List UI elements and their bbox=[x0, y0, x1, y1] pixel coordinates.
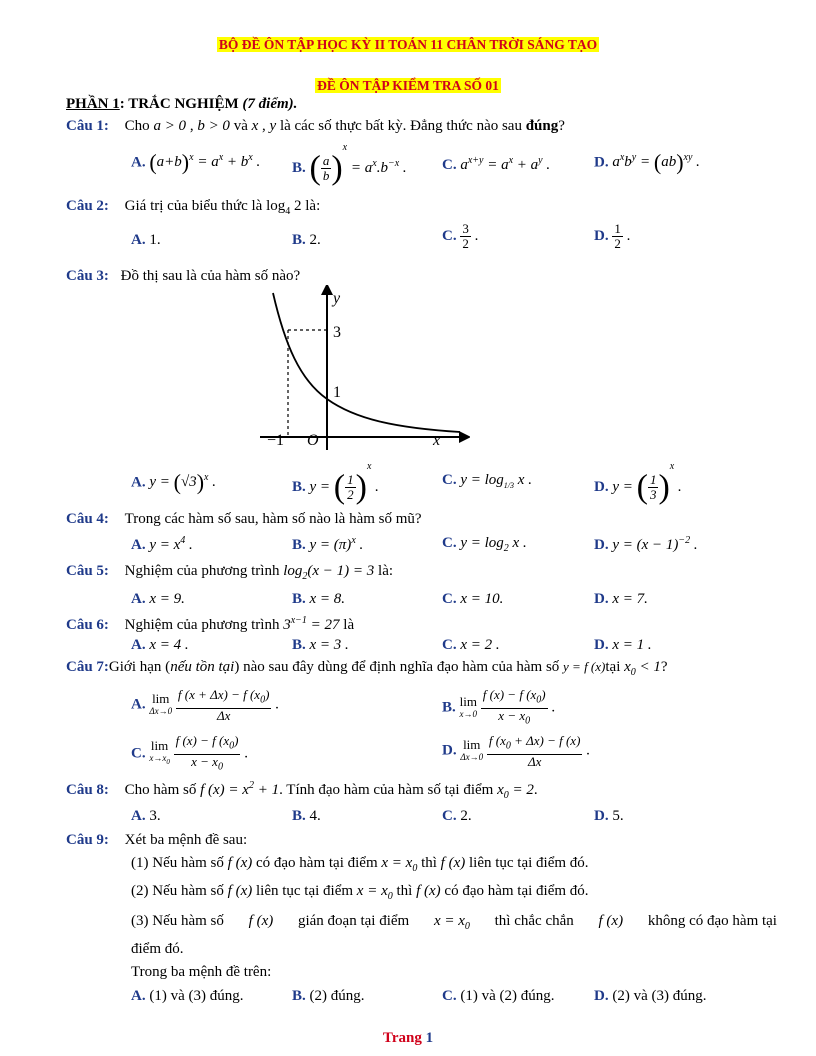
part1-title: : TRẮC NGHIỆM bbox=[119, 96, 243, 112]
q6-option-c-text: x = 2 . bbox=[460, 637, 500, 653]
q1-math-b: b > 0 bbox=[197, 118, 230, 134]
part1-heading bbox=[66, 96, 297, 113]
q6-label: Câu 6: bbox=[66, 617, 109, 633]
q5-option-b[interactable] bbox=[292, 591, 345, 608]
q7-option-a[interactable]: A. lim Δx→0 $\frac{f (x + \Delta x) - f (x_0)}{\Delta x}$ . bbox=[131, 687, 279, 723]
q8-option-c[interactable] bbox=[442, 808, 472, 825]
q7-text-italic: nếu tồn tại bbox=[170, 659, 235, 675]
q7-text2: ) nào sau đây dùng để định nghĩa đạo hàm của hàm số bbox=[234, 659, 560, 675]
q1-text-mid: và bbox=[233, 118, 248, 134]
q9-option-c[interactable] bbox=[442, 988, 554, 1005]
q8-label: Câu 8: bbox=[66, 782, 109, 798]
q4-option-d[interactable]: D. $y = (x - 1)^{-2}$ . bbox=[594, 535, 698, 553]
doc-subtitle: ĐỀ ÔN TẬP KIỂM TRA SỐ 01 bbox=[317, 78, 499, 93]
q9-statement-1: (1) Nếu hàm số f (x) có đạo hàm tại điểm $x = x_0$ thì f (x) liên tục tại điểm đó. bbox=[131, 855, 589, 874]
q2-option-b-text: 2. bbox=[309, 232, 321, 248]
q9-s1b: có đạo hàm tại điểm bbox=[255, 855, 378, 871]
q9-statement-3: (3) Nếu hàm số f (x) gián đoạn tại điểm $x = x_0$ thì chắc chắn f (x) không có đạo hàm tại bbox=[131, 913, 777, 932]
q9-s3b: gián đoạn tại điểm bbox=[297, 913, 410, 929]
q8-option-a-text: 3. bbox=[149, 808, 161, 824]
opt-letter: A. bbox=[131, 696, 146, 713]
opt-letter: C. bbox=[442, 988, 457, 1004]
q3-option-d[interactable]: D. y = ( $\frac{1}{3}$ )$^x$ . bbox=[594, 461, 682, 506]
q7-option-d[interactable]: D. lim Δx→0 $\frac{f (x_0 + \Delta x) - f (x)}{\Delta x}$ . bbox=[442, 733, 590, 769]
opt-letter: B. bbox=[442, 699, 456, 716]
q3-label: Câu 3: bbox=[66, 268, 109, 284]
q9-s1a: (1) Nếu hàm số bbox=[131, 855, 224, 871]
q9-s2a: (2) Nếu hàm số bbox=[131, 883, 224, 899]
doc-title-wrap bbox=[0, 37, 816, 54]
q1-math-a: a > 0 bbox=[153, 118, 187, 134]
opt-letter: C. bbox=[442, 808, 457, 824]
footer-page-number: 1 bbox=[425, 1030, 434, 1046]
opt-letter: A. bbox=[131, 988, 146, 1004]
q9-s2d: có đạo hàm tại điểm đó. bbox=[444, 883, 589, 899]
q6-text: Nghiệm của phương trình bbox=[124, 617, 280, 633]
q9-s1c: thì bbox=[421, 855, 437, 871]
q9-statement-4 bbox=[131, 964, 271, 981]
q3-text: Đồ thị sau là của hàm số nào? bbox=[120, 268, 301, 284]
q7-text-tai: tại bbox=[605, 659, 621, 675]
q5-option-a-text: x = 9. bbox=[149, 591, 185, 607]
q2-option-d[interactable]: D. $\frac{1}{2}$ . bbox=[594, 221, 631, 251]
q3-option-c[interactable]: C. $y = \log_{1/3} x$ . bbox=[442, 472, 532, 490]
q7-label: Câu 7: bbox=[66, 659, 109, 675]
q1-text-bold: đúng bbox=[525, 118, 559, 134]
label-3: 3 bbox=[333, 324, 341, 341]
opt-letter: D. bbox=[594, 637, 609, 653]
opt-letter: A. bbox=[131, 808, 146, 824]
q2-label: Câu 2: bbox=[66, 198, 109, 214]
q6-option-c[interactable] bbox=[442, 637, 500, 654]
q9-text: Xét ba mệnh đề sau: bbox=[124, 832, 248, 848]
q9-option-a-text: (1) và (3) đúng. bbox=[149, 988, 244, 1004]
q2-text-end: là: bbox=[305, 198, 321, 214]
q8-option-b[interactable] bbox=[292, 808, 321, 825]
q1-option-c[interactable]: C. $a^{x+y} = a^x + a^y$ . bbox=[442, 155, 551, 173]
doc-title: BỘ ĐỀ ÔN TẬP HỌC KỲ II TOÁN 11 CHÂN TRỜI SÁNG TẠO bbox=[218, 37, 598, 52]
q4-label: Câu 4: bbox=[66, 511, 109, 527]
q6-option-a[interactable] bbox=[131, 637, 189, 654]
q8-text: Cho hàm số bbox=[124, 782, 197, 798]
q9-option-c-text: (1) và (2) đúng. bbox=[460, 988, 555, 1004]
question-2: Câu 2: Giá trị của biểu thức là $\log_4 2$ là: bbox=[66, 198, 321, 217]
question-4 bbox=[66, 511, 422, 528]
q5-text: Nghiệm của phương trình bbox=[124, 563, 280, 579]
q9-statement-3-cont bbox=[131, 941, 184, 958]
opt-letter: B. bbox=[292, 479, 306, 495]
q6-option-b-text: x = 3 . bbox=[309, 637, 349, 653]
q2-option-b[interactable] bbox=[292, 232, 321, 249]
label-x: x bbox=[433, 432, 441, 449]
q9-s3a: (3) Nếu hàm số bbox=[131, 913, 224, 929]
q8-option-c-text: 2. bbox=[460, 808, 472, 824]
q9-s3d: không có đạo hàm tại bbox=[647, 913, 777, 929]
q9-s2b: liên tục tại điểm bbox=[255, 883, 354, 899]
q7-option-c[interactable]: C. lim $x\to x_0$ $\frac{f (x) - f (x_0)}{x - x_0}$ . bbox=[131, 733, 248, 773]
opt-letter: D. bbox=[594, 537, 609, 553]
q1-option-b[interactable]: B. ( $\frac{a}{b}$ )$^x = a^x.b^{-x}$ . bbox=[292, 142, 407, 187]
opt-letter: C. bbox=[442, 472, 457, 488]
question-5: Câu 5: Nghiệm của phương trình $\log_2(x - 1) = 3$ là: bbox=[66, 563, 394, 582]
opt-letter: B. bbox=[292, 808, 306, 824]
q6-option-d[interactable] bbox=[594, 637, 652, 654]
opt-letter: B. bbox=[292, 591, 306, 607]
q4-text: Trong các hàm số sau, hàm số nào là hàm số mũ? bbox=[124, 511, 422, 527]
q2-option-a[interactable] bbox=[131, 232, 161, 249]
q4-option-b[interactable]: B. $y = (\pi)^x$ . bbox=[292, 535, 364, 553]
q8-text2: . Tính đạo hàm của hàm số tại điểm bbox=[279, 782, 494, 798]
q8-option-b-text: 4. bbox=[309, 808, 321, 824]
q1-text-mid2: là các số thực bất kỳ. Đẳng thức nào sau bbox=[279, 118, 522, 134]
page-footer bbox=[0, 1030, 816, 1047]
opt-letter: A. bbox=[131, 154, 146, 171]
q1-option-a[interactable]: A. $(a+b)^x = a^x + b^x$ . bbox=[131, 150, 261, 175]
opt-letter: D. bbox=[442, 742, 457, 759]
opt-letter: B. bbox=[292, 232, 306, 248]
opt-letter: D. bbox=[594, 808, 609, 824]
opt-letter: A. bbox=[131, 591, 146, 607]
opt-letter: C. bbox=[442, 591, 457, 607]
opt-letter: C. bbox=[131, 745, 146, 762]
curve bbox=[273, 293, 460, 432]
q9-statement-2: (2) Nếu hàm số f (x) liên tục tại điểm $x = x_0$ thì f (x) có đạo hàm tại điểm đó. bbox=[131, 883, 589, 902]
opt-letter: B. bbox=[292, 537, 306, 553]
q9-label: Câu 9: bbox=[66, 832, 109, 848]
q8-option-d-text: 5. bbox=[612, 808, 624, 824]
q5-label: Câu 5: bbox=[66, 563, 109, 579]
question-9 bbox=[66, 832, 247, 849]
q8-option-a[interactable] bbox=[131, 808, 161, 825]
opt-letter: A. bbox=[131, 537, 146, 553]
label-minus1: −1 bbox=[267, 432, 285, 449]
opt-letter: D. bbox=[594, 227, 609, 244]
label-y: y bbox=[333, 290, 341, 307]
question-3 bbox=[66, 268, 300, 285]
q8-option-d[interactable] bbox=[594, 808, 624, 825]
part1-label: PHẦN 1 bbox=[66, 96, 120, 112]
q9-s3c: thì chắc chắn bbox=[494, 913, 574, 929]
q5-text-end: là: bbox=[378, 563, 394, 579]
q1-text-pre: Cho bbox=[124, 118, 150, 134]
opt-letter: A. bbox=[131, 637, 146, 653]
q9-s2c: thì bbox=[396, 883, 413, 899]
opt-letter: B. bbox=[292, 160, 306, 176]
question-6: Câu 6: Nghiệm của phương trình $3^{x-1} = 27$ là bbox=[66, 615, 355, 633]
opt-letter: D. bbox=[594, 988, 609, 1004]
q9-s3e: điểm đó. bbox=[131, 941, 184, 957]
opt-letter: C. bbox=[442, 227, 457, 244]
q9-s4: Trong ba mệnh đề trên: bbox=[131, 964, 272, 980]
q9-option-b[interactable] bbox=[292, 988, 365, 1005]
doc-subtitle-wrap bbox=[0, 78, 816, 95]
q3-graph bbox=[255, 285, 470, 455]
part1-points: (7 điểm). bbox=[242, 96, 298, 112]
q1-label: Câu 1: bbox=[66, 118, 109, 134]
q5-option-d-text: x = 7. bbox=[612, 591, 648, 607]
footer-label: Trang bbox=[382, 1030, 422, 1046]
q3-option-a[interactable]: A. $y = (√3)^x$ . bbox=[131, 470, 216, 495]
opt-letter: C. bbox=[442, 157, 457, 173]
q7-option-b[interactable]: B. lim x→0 $\frac{f (x) - f (x_0)}{x - x_0}$ . bbox=[442, 687, 556, 727]
q1-text-end: ? bbox=[558, 118, 565, 134]
q4-option-c[interactable]: C. $y = \log_2 x$ . bbox=[442, 535, 527, 554]
opt-letter: D. bbox=[594, 479, 609, 495]
q5-option-d[interactable] bbox=[594, 591, 648, 608]
opt-letter: D. bbox=[594, 591, 609, 607]
q1-option-d[interactable]: D. $a^xb^y = (ab)^{xy}$ . bbox=[594, 150, 700, 175]
q9-option-b-text: (2) đúng. bbox=[309, 988, 365, 1004]
q6-option-d-text: x = 1 . bbox=[612, 637, 652, 653]
q5-option-c[interactable] bbox=[442, 591, 503, 608]
question-1: Câu 1: Cho a > 0 , b > 0 và x , y là các số thực bất kỳ. Đẳng thức nào sau đúng? bbox=[66, 118, 565, 134]
opt-letter: B. bbox=[292, 988, 306, 1004]
q2-option-c[interactable]: C. $\frac{3}{2}$ . bbox=[442, 221, 479, 251]
opt-letter: C. bbox=[442, 535, 457, 551]
label-origin: O bbox=[307, 432, 319, 449]
q5-option-a[interactable] bbox=[131, 591, 185, 608]
q6-option-a-text: x = 4 . bbox=[149, 637, 189, 653]
q6-text-end: là bbox=[343, 617, 355, 633]
q9-s1d: liên tục tại điểm đó. bbox=[468, 855, 589, 871]
q2-text: Giá trị của biểu thức là bbox=[124, 198, 263, 214]
q2-option-a-text: 1. bbox=[149, 232, 161, 248]
q9-option-d[interactable] bbox=[594, 988, 706, 1005]
opt-letter: A. bbox=[131, 232, 146, 248]
q4-option-a[interactable]: A. $y = x^4$ . bbox=[131, 535, 193, 553]
opt-letter: D. bbox=[594, 154, 609, 171]
opt-letter: A. bbox=[131, 474, 146, 491]
label-1: 1 bbox=[333, 384, 341, 401]
q7-text: Giới hạn ( bbox=[108, 659, 171, 675]
q9-option-d-text: (2) và (3) đúng. bbox=[612, 988, 707, 1004]
opt-letter: B. bbox=[292, 637, 306, 653]
q5-option-c-text: x = 10. bbox=[460, 591, 504, 607]
opt-letter: C. bbox=[442, 637, 457, 653]
question-7: Câu 7:Giới hạn (nếu tồn tại) nào sau đây dùng để định nghĩa đạo hàm của hàm số y = f (x)tại $x_0 < 1$? bbox=[66, 659, 668, 678]
q9-option-a[interactable] bbox=[131, 988, 243, 1005]
q5-option-b-text: x = 8. bbox=[309, 591, 346, 607]
q3-option-b[interactable]: B. y = ( $\frac{1}{2}$ )$^x$ . bbox=[292, 461, 379, 506]
q6-option-b[interactable] bbox=[292, 637, 349, 654]
question-8: Câu 8: Cho hàm số f $(x) = x^2 + 1$. Tính đạo hàm của hàm số tại điểm $x_0 = 2$. bbox=[66, 780, 538, 801]
